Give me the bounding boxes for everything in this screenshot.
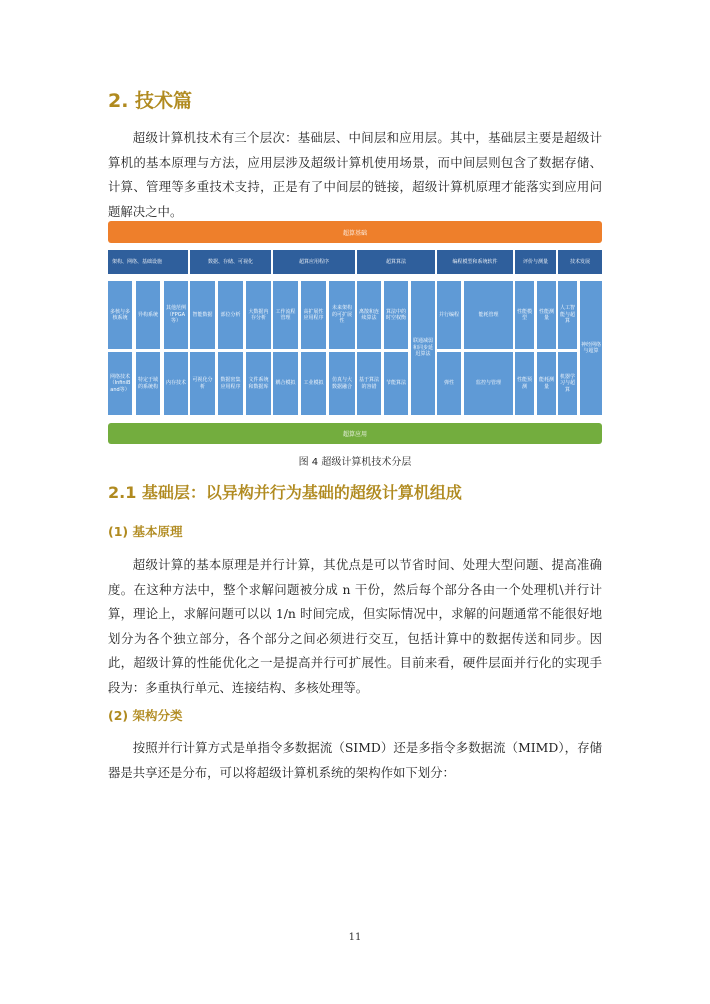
box-industrial-sim: 工业模拟 [301,352,326,415]
bottom-bar-applications: 超算应用 [108,423,602,444]
header-programming-models: 编程模型和系统软件 [437,250,513,274]
box-scalable-apps: 高扩展性应用程序 [301,281,326,349]
box-energy-mgmt: 能耗管理 [464,281,513,349]
box-neural-hpc: 神经网络与超算 [580,281,602,415]
box-sim-bigdata: 仿真与大数据融合 [329,352,355,415]
box-ai-hpc: 人工智能与超算 [558,281,577,349]
header-evaluation: 评价与测量 [515,250,556,274]
box-future-arch: 未来架构的可扩展性 [329,281,355,349]
box-energy-algo: 节能算法 [384,352,408,415]
box-perf-predict: 性能预测 [515,352,534,415]
tech-layer-diagram [108,221,602,444]
paragraph-architecture-classification: 按照并行计算方式是单指令多数据流（SIMD）还是多指令多数据流（MIMD），存储器是共享还是分布，可以将超级计算机系统的架构作如下划分： [108,740,602,780]
subsection-title: 2.1 基础层：以异构并行为基础的超级计算机组成 [108,483,462,502]
box-resilience: 弹性 [437,352,461,415]
box-data-intensive: 数据密集应用程序 [218,352,243,415]
box-network-tech: 网络技术（InfiniBand等） [108,352,132,415]
header-data-storage: 数据、存储、可视化 [190,250,271,274]
section-title: 2. 技术篇 [108,90,193,112]
box-parallel-programming: 并行编程 [437,281,461,349]
box-discrete-continuous: 离散和连续算法 [357,281,381,349]
box-perf-model: 性能模型 [515,281,534,349]
heading-basic-principle: (1) 基本原理 [108,524,183,539]
box-memory-tech: 内存技术 [164,352,188,415]
box-domain-specific: 特定于域的系统构 [136,352,160,415]
intro-paragraph: 超级计算机技术有三个层次：基础层、中间层和应用层。其中，基础层主要是超级计算机的基本原理与方法，应用层涉及超级计算机使用场景，而中间层则包含了数据存储、计算、管理等多重技术支持，正是有了中间层的链接，超级计算机原理才能落实到应用问题解决之中。 [108,130,602,219]
box-ml-hpc: 机器学习与超算 [558,352,577,415]
box-smart-data: 智能数据 [190,281,215,349]
header-algorithms: 超算算法 [357,250,435,274]
page-number: 11 [348,932,362,943]
box-bigdata-memory: 大数据内存分析 [246,281,271,349]
box-coupled-sim: 耦合模拟 [273,352,298,415]
box-heterogeneous: 异构系统 [136,281,160,349]
figure-caption: 图 4 超级计算机技术分层 [298,457,412,468]
box-multicore-systems: 多核与多核系统 [108,281,132,349]
box-space-time: 算法中的时空权衡 [384,281,408,349]
box-comm-sync: 联通减弱和同步延迟算法 [411,281,435,415]
box-other-fpga: 其他范例（FPGA等） [164,281,188,349]
box-monitor-mgmt: 监控与管理 [464,352,513,415]
header-architecture: 架构、网络、基础设施 [108,250,188,274]
header-applications: 超算应用程序 [273,250,355,274]
top-bar-foundation: 超算基础 [108,221,602,243]
box-part-analysis: 部位分析 [218,281,243,349]
paragraph-basic-principle: 超级计算的基本原理是并行计算，其优点是可以节省时间、处理大型问题、提高准确度。在这种方法中，整个求解问题被分成 n 干份，然后每个部分各由一个处理机\并行计算，理论上，求解问题可以以 1/n 时间完成，但实际情况中，求解的问题通常不能很好地划分为各个独立部分，各个部分之间必须进行交互，包括计算中的数据传送和同步。因此，超级计算的性能优化之一是提高并行可扩展性。目前来看，硬件层面并行化的实现手段为：多重执行单元、连接结构、多核处理等。 [108,557,602,695]
box-filesystem-db: 文件系统和数据库 [246,352,271,415]
box-workflow: 工作流程管理 [273,281,298,349]
header-tech-development: 技术发展 [558,250,602,274]
heading-architecture-classification: (2) 架构分类 [108,708,183,723]
box-visual-analysis: 可视化分析 [190,352,215,415]
box-energy-measure: 能耗测量 [537,352,556,415]
box-perf-measure: 性能测量 [537,281,556,349]
box-fault-tolerance: 基于算法的容错 [357,352,381,415]
